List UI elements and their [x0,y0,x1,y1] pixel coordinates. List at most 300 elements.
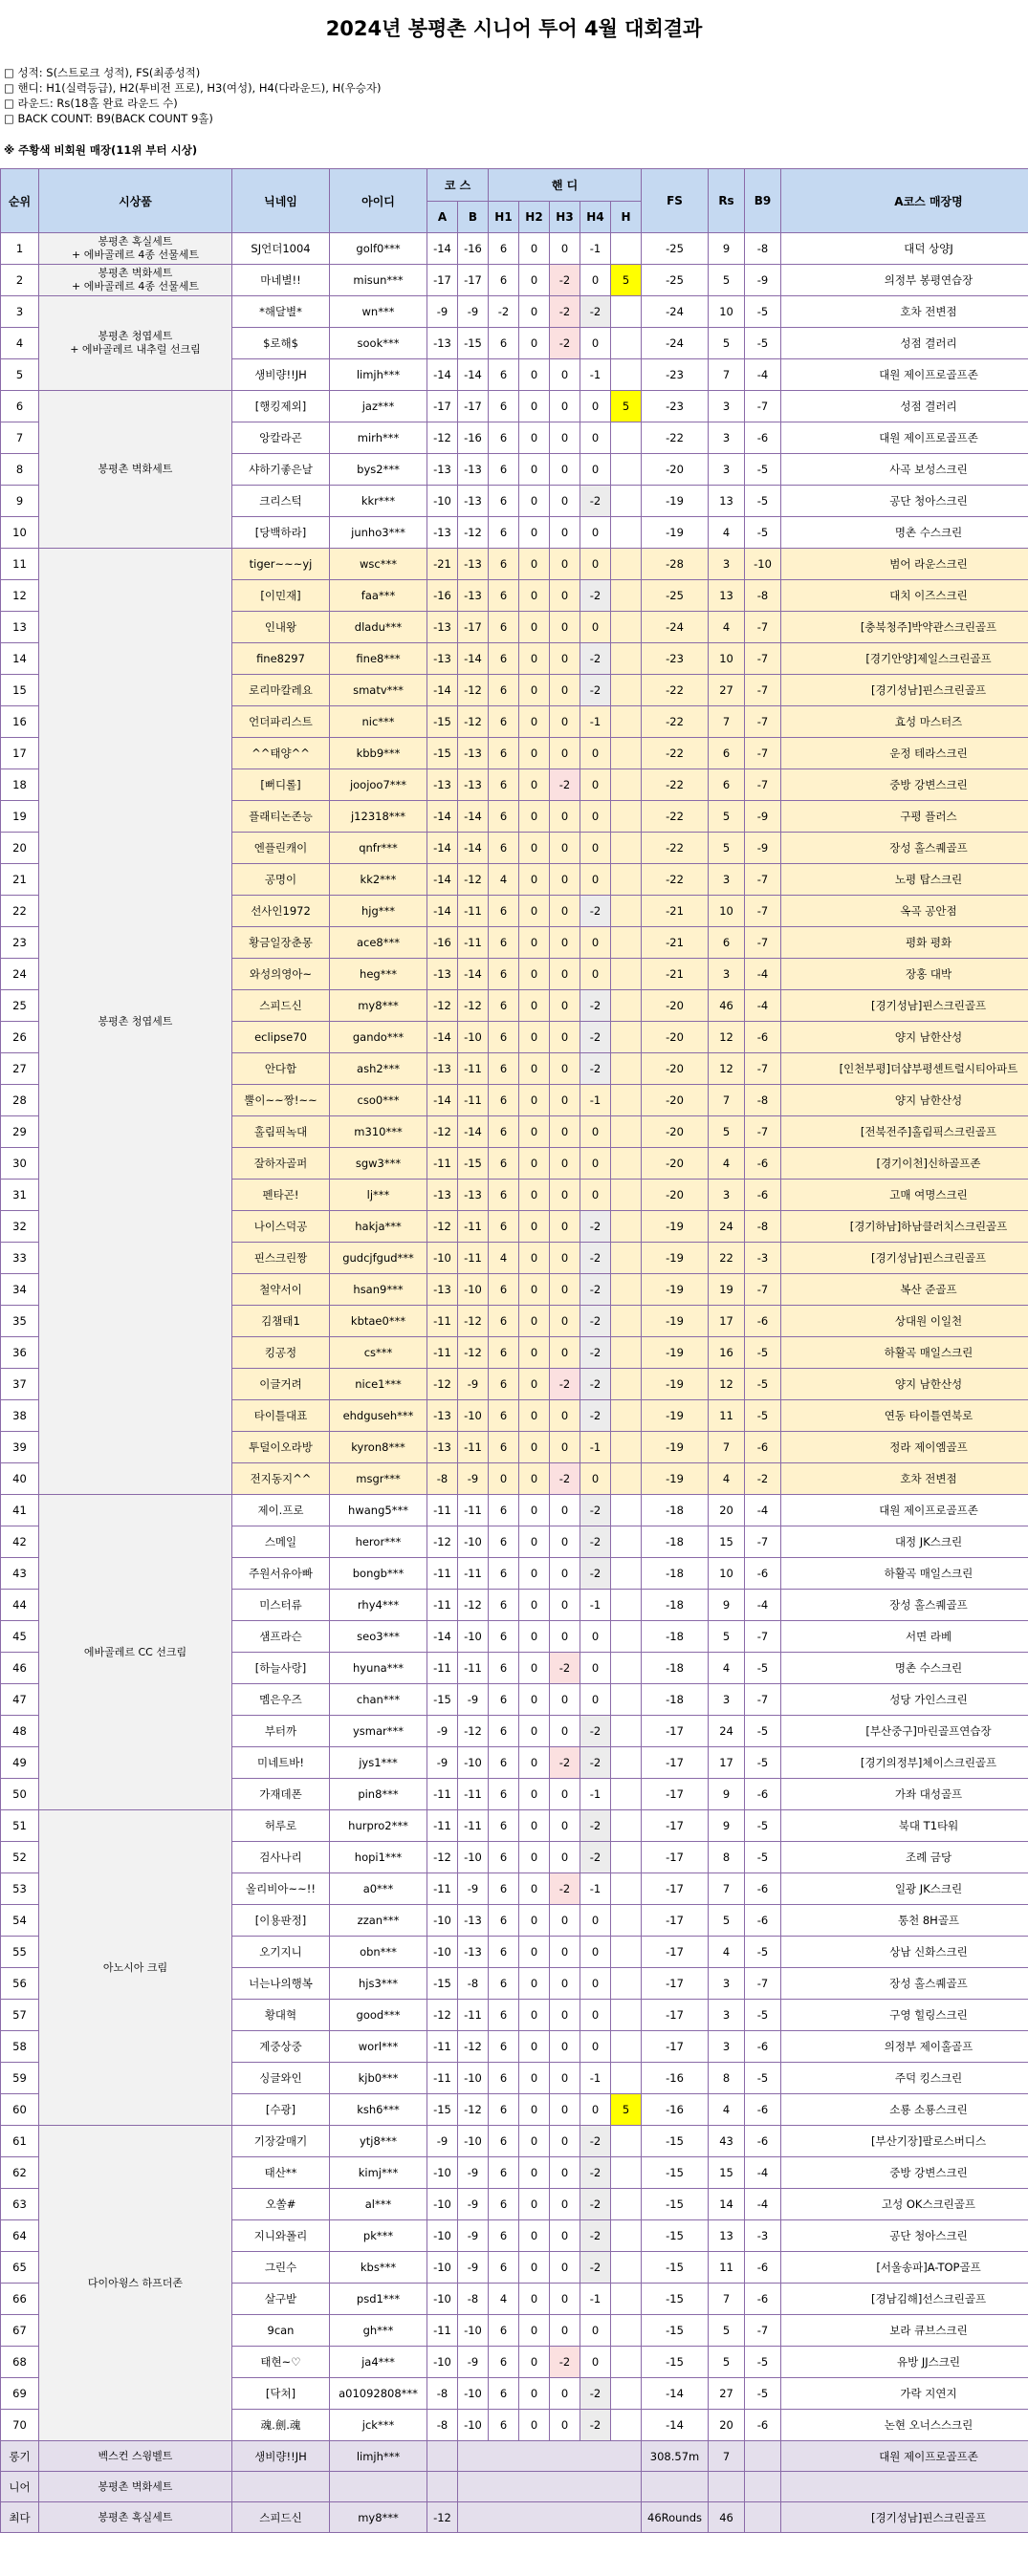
cell-a: -12 [427,1116,458,1148]
cell-rs: 24 [709,1211,745,1243]
cell-id: al*** [330,2189,427,2220]
cell-b: -9 [458,2347,489,2378]
cell-h4: -2 [580,296,611,328]
cell-h4: -2 [580,2189,611,2220]
cell-id: m310*** [330,1116,427,1148]
cell-h1: -2 [489,296,519,328]
cell-h4: 0 [580,2347,611,2378]
cell-nick: 올리비아~~!! [232,1873,330,1905]
cell-h3: 0 [550,1905,580,1937]
cell-h2: 0 [519,454,550,486]
cell-nick: 엔플린캐이 [232,833,330,864]
cell-h [611,328,642,359]
cell-h3: 0 [550,2126,580,2157]
award-id [330,2472,427,2502]
cell-h1: 6 [489,1653,519,1684]
cell-h3: -2 [550,328,580,359]
cell-h4: -2 [580,896,611,927]
cell-rank: 53 [1,1873,39,1905]
cell-rs: 3 [709,391,745,422]
cell-h3: 0 [550,2220,580,2252]
cell-id: ytj8*** [330,2126,427,2157]
table-row [1,296,1028,328]
cell-fs: -28 [642,549,709,580]
cell-b9: -6 [745,2410,781,2441]
cell-h4: 0 [580,549,611,580]
cell-h3: 0 [550,1937,580,1968]
cell-nick: [이용판정] [232,1905,330,1937]
cell-fs: -19 [642,1243,709,1274]
cell-b: -11 [458,1495,489,1526]
cell-nick: [닥쳐] [232,2378,330,2410]
cell-id: chan*** [330,1684,427,1716]
cell-rank: 10 [1,517,39,549]
cell-fs: -17 [642,1968,709,2000]
cell-h4: -1 [580,2284,611,2315]
cell-rs: 8 [709,2063,745,2094]
cell-a: -12 [427,1526,458,1558]
cell-fs: -18 [642,1558,709,1590]
cell-h3: 0 [550,1716,580,1747]
award-value: 308.57m [642,2441,709,2472]
award-id: my8*** [330,2502,427,2533]
cell-h [611,2126,642,2157]
cell-h [611,422,642,454]
cell-a: -12 [427,1842,458,1873]
cell-a: -15 [427,1968,458,2000]
cell-a: -16 [427,580,458,612]
cell-id: gudcjfgud*** [330,1243,427,1274]
cell-id: kbb9*** [330,738,427,769]
cell-h3: 0 [550,1274,580,1306]
cell-a: -13 [427,1400,458,1432]
cell-nick: 철약서이 [232,1274,330,1306]
cell-h2: 0 [519,2157,550,2189]
cell-rank: 8 [1,454,39,486]
cell-b: -10 [458,2410,489,2441]
cell-fs: -22 [642,738,709,769]
cell-store: 운정 테라스크린 [781,738,1028,769]
cell-h2: 0 [519,864,550,896]
cell-nick: 미스터류 [232,1590,330,1621]
cell-h3: 0 [550,454,580,486]
cell-store: 대원 제이프로골프존 [781,359,1028,391]
cell-h: 5 [611,265,642,296]
cell-rs: 7 [709,1873,745,1905]
cell-h1: 6 [489,328,519,359]
cell-rs: 17 [709,1306,745,1337]
cell-nick: 크리스턱 [232,486,330,517]
cell-id: jaz*** [330,391,427,422]
cell-h1: 6 [489,896,519,927]
cell-h3: 0 [550,580,580,612]
cell-h3: 0 [550,2315,580,2347]
cell-b9: -7 [745,1053,781,1085]
cell-rank: 32 [1,1211,39,1243]
prize-cell: 아노시아 크림 [39,1810,232,2126]
cell-b9: -7 [745,769,781,801]
cell-h [611,454,642,486]
cell-h3: 0 [550,1495,580,1526]
cell-id: jck*** [330,2410,427,2441]
cell-rs: 5 [709,1621,745,1653]
cell-a: -13 [427,454,458,486]
cell-b: -11 [458,2000,489,2031]
cell-rank: 39 [1,1432,39,1463]
cell-a: -14 [427,833,458,864]
cell-a: -11 [427,1590,458,1621]
cell-store: 구영 힐링스크린 [781,2000,1028,2031]
cell-fs: -19 [642,486,709,517]
cell-h4: -2 [580,1053,611,1085]
cell-b9: -6 [745,1432,781,1463]
cell-h2: 0 [519,1306,550,1337]
cell-fs: -19 [642,1274,709,1306]
cell-nick: 魂.劍.魂 [232,2410,330,2441]
cell-rank: 42 [1,1526,39,1558]
cell-h3: 0 [550,1526,580,1558]
cell-nick: 검사나리 [232,1842,330,1873]
cell-b: -14 [458,801,489,833]
cell-h3: -2 [550,265,580,296]
cell-h2: 0 [519,1684,550,1716]
cell-id: hyuna*** [330,1653,427,1684]
special-award-row [1,2472,1028,2502]
cell-fs: -17 [642,1937,709,1968]
cell-h4: -1 [580,1779,611,1810]
cell-rank: 47 [1,1684,39,1716]
cell-h1: 6 [489,1495,519,1526]
cell-id: jys1*** [330,1747,427,1779]
cell-rank: 62 [1,2157,39,2189]
cell-h2: 0 [519,1842,550,1873]
cell-fs: -15 [642,2189,709,2220]
cell-h2: 0 [519,1369,550,1400]
cell-rank: 38 [1,1400,39,1432]
cell-h4: -1 [580,359,611,391]
cell-h4: 0 [580,1148,611,1180]
cell-b: -13 [458,1905,489,1937]
cell-h1: 4 [489,1243,519,1274]
cell-rank: 15 [1,675,39,706]
cell-h [611,486,642,517]
cell-rs: 9 [709,233,745,265]
cell-b9: -6 [745,1905,781,1937]
cell-fs: -24 [642,612,709,643]
cell-h2: 0 [519,990,550,1022]
cell-nick: 제이.프로 [232,1495,330,1526]
cell-rs: 4 [709,1148,745,1180]
cell-id: ehdguseh*** [330,1400,427,1432]
cell-rank: 31 [1,1180,39,1211]
award-nickname [232,2472,330,2502]
cell-h3: 0 [550,2000,580,2031]
cell-h3: 0 [550,612,580,643]
cell-rank: 14 [1,643,39,675]
cell-h1: 6 [489,833,519,864]
cell-h2: 0 [519,265,550,296]
cell-rank: 52 [1,1842,39,1873]
cell-fs: -22 [642,769,709,801]
cell-rank: 9 [1,486,39,517]
cell-store: [서울송파]A-TOP골프 [781,2252,1028,2284]
cell-b: -10 [458,2315,489,2347]
cell-b: -10 [458,1022,489,1053]
cell-rs: 19 [709,1274,745,1306]
cell-b: -9 [458,2189,489,2220]
cell-h4: -1 [580,2063,611,2094]
cell-h [611,1495,642,1526]
cell-b: -11 [458,896,489,927]
cell-h2: 0 [519,1180,550,1211]
cell-b: -12 [458,706,489,738]
cell-b: -10 [458,1621,489,1653]
cell-rank: 43 [1,1558,39,1590]
award-store [781,2472,1028,2502]
cell-id: mirh*** [330,422,427,454]
cell-id: ksh6*** [330,2094,427,2126]
cell-store: [경기성남]핀스크린골프 [781,990,1028,1022]
cell-h1: 6 [489,359,519,391]
cell-fs: -22 [642,422,709,454]
cell-store: 보라 큐브스크린 [781,2315,1028,2347]
cell-b9: -5 [745,2378,781,2410]
cell-b: -13 [458,1180,489,1211]
cell-a: -11 [427,1337,458,1369]
cell-rs: 7 [709,359,745,391]
cell-h3: 0 [550,1180,580,1211]
cell-h3: -2 [550,769,580,801]
cell-a: -14 [427,233,458,265]
cell-fs: -17 [642,1810,709,1842]
cell-h4: 0 [580,2000,611,2031]
cell-h2: 0 [519,2094,550,2126]
cell-a: -10 [427,2157,458,2189]
cell-rank: 56 [1,1968,39,2000]
cell-h1: 6 [489,2063,519,2094]
header-b9: B9 [745,169,781,233]
cell-b9: -5 [745,1653,781,1684]
cell-b9: -7 [745,1968,781,2000]
cell-id: heg*** [330,959,427,990]
cell-nick: 스메일 [232,1526,330,1558]
cell-id: kkr*** [330,486,427,517]
cell-rs: 15 [709,2157,745,2189]
cell-rs: 12 [709,1369,745,1400]
cell-id: bongb*** [330,1558,427,1590]
cell-h4: -2 [580,1306,611,1337]
cell-nick: 샤하기좋은날 [232,454,330,486]
cell-fs: -14 [642,2410,709,2441]
cell-store: 중방 강변스크린 [781,2157,1028,2189]
cell-rank: 5 [1,359,39,391]
cell-h [611,1400,642,1432]
cell-id: ysmar*** [330,1716,427,1747]
header-h3: H3 [550,202,580,233]
cell-b: -9 [458,1684,489,1716]
cell-id: junho3*** [330,517,427,549]
cell-b: -11 [458,1053,489,1085]
cell-b: -10 [458,2126,489,2157]
table-row [1,1495,1028,1526]
cell-h2: 0 [519,1116,550,1148]
cell-id: hurpro2*** [330,1810,427,1842]
cell-nick: 안다함 [232,1053,330,1085]
cell-a: -8 [427,2378,458,2410]
cell-rank: 20 [1,833,39,864]
cell-store: [경기성남]핀스크린골프 [781,1243,1028,1274]
cell-h2: 0 [519,2252,550,2284]
cell-store: 효성 마스터즈 [781,706,1028,738]
cell-rank: 64 [1,2220,39,2252]
cell-store: 의정부 봉평연습장 [781,265,1028,296]
cell-h4: -1 [580,233,611,265]
cell-h4: 0 [580,265,611,296]
cell-rs: 3 [709,2000,745,2031]
cell-store: 의정부 제이홀골프 [781,2031,1028,2063]
cell-a: -11 [427,2315,458,2347]
cell-b9: -7 [745,706,781,738]
cell-rs: 5 [709,1116,745,1148]
cell-a: -10 [427,2347,458,2378]
cell-b9: -3 [745,2220,781,2252]
cell-fs: -22 [642,864,709,896]
cell-h [611,1968,642,2000]
cell-fs: -18 [642,1526,709,1558]
cell-fs: -19 [642,1369,709,1400]
cell-b: -15 [458,328,489,359]
cell-id: pk*** [330,2220,427,2252]
cell-id: rhy4*** [330,1590,427,1621]
cell-h [611,643,642,675]
cell-h4: -2 [580,1369,611,1400]
cell-h2: 0 [519,549,550,580]
cell-a: -11 [427,1306,458,1337]
cell-rank: 17 [1,738,39,769]
cell-nick: 지니와폴리 [232,2220,330,2252]
cell-b: -13 [458,549,489,580]
cell-b: -8 [458,1968,489,2000]
cell-id: lj*** [330,1180,427,1211]
cell-store: 성당 가인스크린 [781,1684,1028,1716]
cell-store: 노평 탑스크린 [781,864,1028,896]
header-rs: Rs [709,169,745,233]
cell-fs: -18 [642,1590,709,1621]
cell-b: -14 [458,1116,489,1148]
cell-a: -11 [427,1653,458,1684]
cell-h1: 6 [489,2220,519,2252]
cell-id: seo3*** [330,1621,427,1653]
cell-nick: 킹공정 [232,1337,330,1369]
cell-h4: -2 [580,2126,611,2157]
cell-store: 주덕 킹스크린 [781,2063,1028,2094]
header-h4: H4 [580,202,611,233]
cell-h1: 6 [489,1905,519,1937]
cell-rs: 6 [709,927,745,959]
cell-rs: 27 [709,2378,745,2410]
cell-b9: -9 [745,265,781,296]
cell-rs: 11 [709,1400,745,1432]
cell-h3: 0 [550,959,580,990]
cell-a: -11 [427,1779,458,1810]
cell-nick: 타이틀대표 [232,1400,330,1432]
cell-h3: 0 [550,675,580,706]
cell-nick: *해달별* [232,296,330,328]
cell-b: -9 [458,2252,489,2284]
cell-h3: 0 [550,1779,580,1810]
cell-h4: -1 [580,1873,611,1905]
cell-nick: 샘프라슨 [232,1621,330,1653]
prize-cell: 봉평촌 벽화세트 [39,391,232,549]
cell-h [611,2220,642,2252]
cell-rank: 46 [1,1653,39,1684]
results-body [1,233,1028,2533]
header-h: H [611,202,642,233]
cell-h4: -2 [580,2157,611,2189]
cell-h3: 0 [550,486,580,517]
cell-b9: -6 [745,2284,781,2315]
cell-a: -10 [427,2220,458,2252]
cell-b: -9 [458,2220,489,2252]
cell-h2: 0 [519,612,550,643]
cell-id: cs*** [330,1337,427,1369]
cell-nick: 계중상중 [232,2031,330,2063]
cell-b: -15 [458,1148,489,1180]
cell-store: 소룡 소룡스크린 [781,2094,1028,2126]
cell-h3: 0 [550,233,580,265]
cell-rs: 5 [709,801,745,833]
cell-a: -11 [427,1873,458,1905]
cell-h3: 0 [550,1684,580,1716]
cell-rs: 4 [709,1463,745,1495]
cell-b9: -6 [745,1873,781,1905]
cell-store: 성점 결러리 [781,391,1028,422]
cell-rs: 3 [709,2031,745,2063]
cell-h [611,1779,642,1810]
cell-a: -11 [427,2031,458,2063]
cell-rank: 60 [1,2094,39,2126]
cell-b: -17 [458,265,489,296]
cell-h [611,1211,642,1243]
cell-b9: -8 [745,233,781,265]
cell-rank: 35 [1,1306,39,1337]
cell-rank: 51 [1,1810,39,1842]
cell-a: -15 [427,2094,458,2126]
cell-fs: -17 [642,1779,709,1810]
cell-h1: 6 [489,2347,519,2378]
cell-fs: -24 [642,328,709,359]
cell-h [611,1653,642,1684]
cell-h [611,1905,642,1937]
cell-nick: [당백하라] [232,517,330,549]
cell-h1: 6 [489,454,519,486]
cell-nick: SJ언더1004 [232,233,330,265]
cell-b: -12 [458,1337,489,1369]
cell-h1: 6 [489,1526,519,1558]
cell-b: -16 [458,233,489,265]
cell-h1: 6 [489,1432,519,1463]
cell-b: -14 [458,833,489,864]
cell-nick: 와성의영아~ [232,959,330,990]
cell-h4: -2 [580,1211,611,1243]
cell-rs: 3 [709,422,745,454]
cell-h2: 0 [519,1432,550,1463]
cell-a: -13 [427,517,458,549]
cell-h2: 0 [519,1085,550,1116]
cell-store: 대치 이즈스크린 [781,580,1028,612]
cell-h1: 6 [489,2126,519,2157]
cell-b: -11 [458,1211,489,1243]
